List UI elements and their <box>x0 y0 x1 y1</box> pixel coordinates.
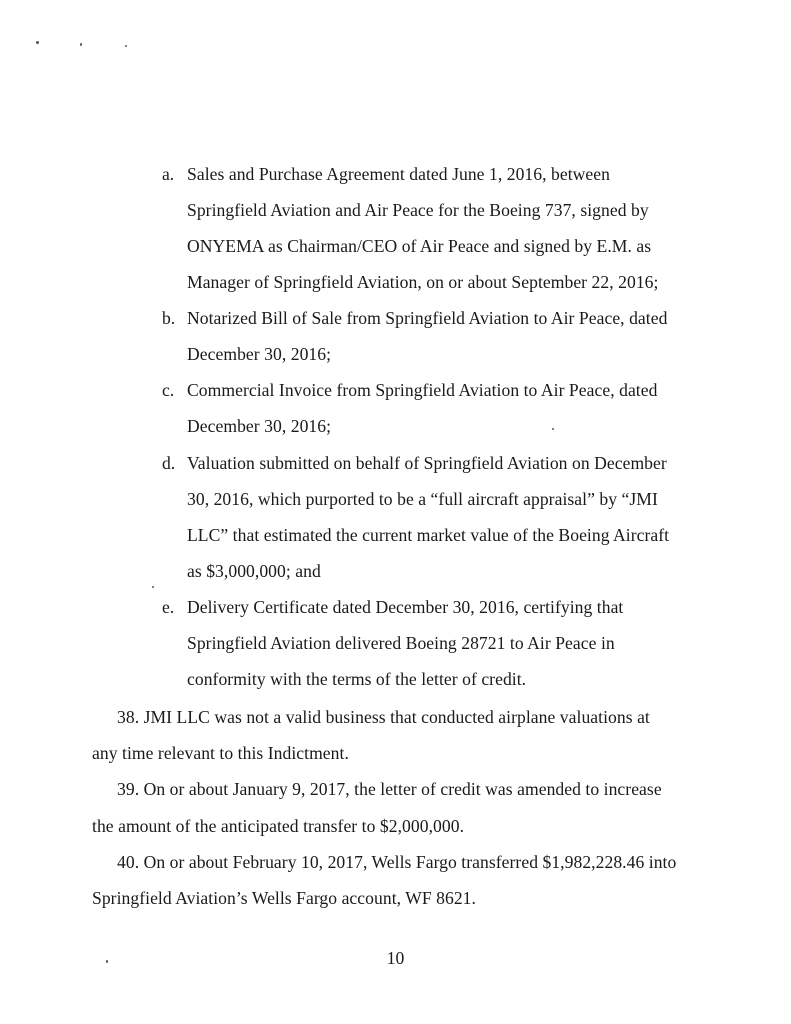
scan-speck <box>36 41 39 44</box>
list-item-line: December 30, 2016; <box>187 416 332 436</box>
list-item-marker: e. <box>162 597 175 617</box>
paragraph-line: the amount of the anticipated transfer to $2,000,000. <box>92 816 465 836</box>
list-item-line: 30, 2016, which purported to be a “full aircraft appraisal” by “JMI <box>187 489 658 509</box>
list-item-line: ONYEMA as Chairman/CEO of Air Peace and signed by E.M. as <box>187 236 652 256</box>
paragraph-line: Springfield Aviation’s Wells Fargo account, WF 8621. <box>92 888 476 908</box>
scan-speck <box>80 43 82 46</box>
list-item-line: Sales and Purchase Agreement dated June 1, 2016, between <box>187 164 610 184</box>
paragraph-line: 39. On or about January 9, 2017, the letter of credit was amended to increase <box>117 779 662 799</box>
list-item-line: Springfield Aviation delivered Boeing 28721 to Air Peace in <box>187 633 615 653</box>
list-item-line: conformity with the terms of the letter of credit. <box>187 669 527 689</box>
list-item-line: December 30, 2016; <box>187 344 332 364</box>
list-item-marker: b. <box>162 308 176 328</box>
scan-speck <box>552 428 554 430</box>
list-item-line: Springfield Aviation and Air Peace for the Boeing 737, signed by <box>187 200 649 220</box>
list-item-marker: d. <box>162 453 176 473</box>
list-item-line: Delivery Certificate dated December 30, 2016, certifying that <box>187 597 624 617</box>
page-number: 10 <box>386 948 405 968</box>
paragraph-line: any time relevant to this Indictment. <box>92 743 349 763</box>
scan-speck <box>125 45 127 47</box>
list-item-line: Valuation submitted on behalf of Springfield Aviation on December <box>187 453 667 473</box>
list-item-line: Manager of Springfield Aviation, on or about September 22, 2016; <box>187 272 659 292</box>
list-item-marker: c. <box>162 380 175 400</box>
list-item-marker: a. <box>162 164 175 184</box>
paragraph-line: 40. On or about February 10, 2017, Wells Fargo transferred $1,982,228.46 into <box>117 852 677 872</box>
list-item-line: LLC” that estimated the current market value of the Boeing Aircraft <box>187 525 670 545</box>
scan-speck <box>152 586 154 588</box>
list-item-line: as $3,000,000; and <box>187 561 321 581</box>
list-item-line: Notarized Bill of Sale from Springfield Aviation to Air Peace, dated <box>187 308 668 328</box>
paragraph-line: 38. JMI LLC was not a valid business that conducted airplane valuations at <box>117 707 650 727</box>
list-item-line: Commercial Invoice from Springfield Aviation to Air Peace, dated <box>187 380 658 400</box>
